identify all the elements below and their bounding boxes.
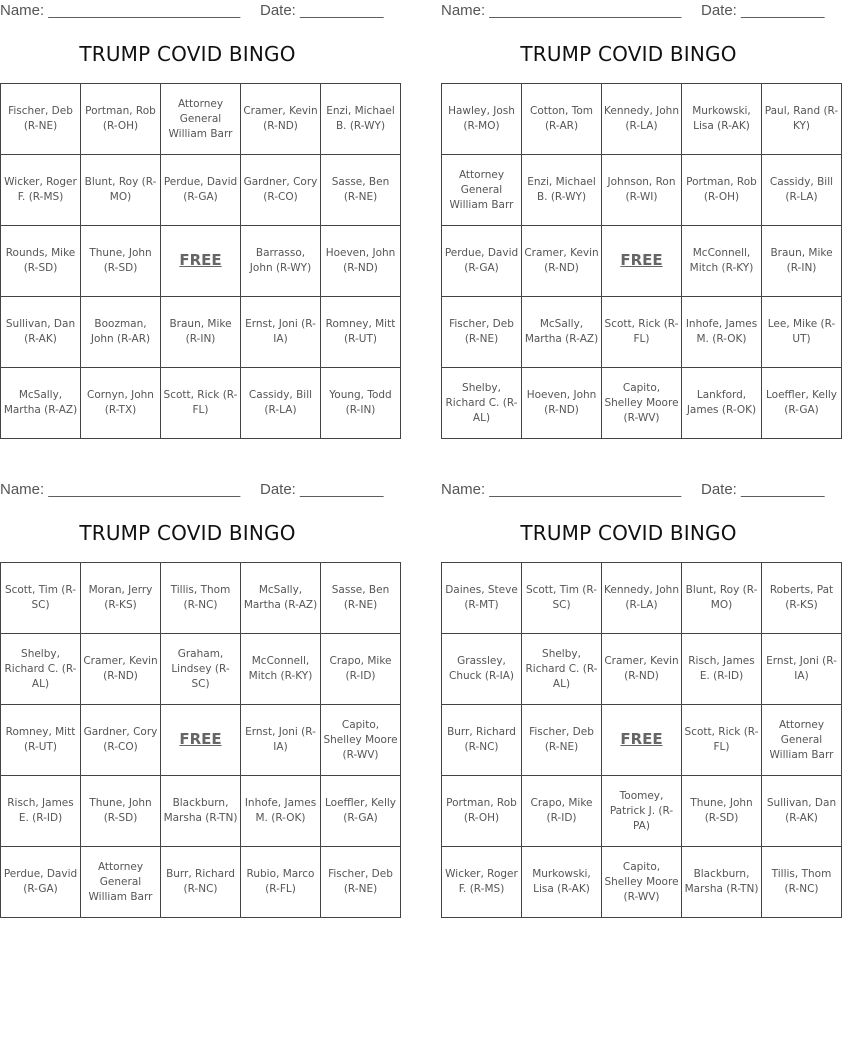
name-field: Name: _______________________	[441, 481, 682, 498]
bingo-cell	[1, 847, 81, 918]
cell-text: McSally, Martha (R-AZ)	[524, 318, 599, 345]
cell-text: Sasse, Ben (R-NE)	[331, 176, 390, 203]
card-title: TRUMP COVID BINGO	[520, 42, 737, 66]
cell-text: Perdue, David (R-GA)	[163, 176, 238, 203]
bingo-cell	[602, 155, 682, 226]
cell-text: Cramer, Kevin (R-ND)	[524, 247, 599, 274]
cell-text: Attorney General William Barr	[769, 718, 834, 761]
bingo-cell	[682, 776, 762, 847]
bingo-cell	[602, 563, 682, 634]
bingo-cell	[161, 368, 241, 439]
cell-text: Shelby, Richard C. (R-AL)	[4, 647, 77, 690]
bingo-cell	[522, 226, 602, 297]
bingo-cell	[442, 705, 522, 776]
bingo-row	[442, 634, 842, 705]
date-field: Date: __________	[701, 481, 825, 498]
bingo-cell	[602, 368, 682, 439]
bingo-card	[441, 0, 839, 440]
bingo-cell	[241, 563, 321, 634]
cell-text: Ernst, Joni (R-IA)	[245, 726, 316, 753]
cell-text: Fischer, Deb (R-NE)	[529, 726, 594, 753]
bingo-cell	[241, 368, 321, 439]
free-cell	[602, 705, 682, 776]
cell-text: Attorney General William Barr	[449, 168, 514, 211]
bingo-row	[1, 705, 401, 776]
cell-text: Sullivan, Dan (R-AK)	[766, 797, 837, 824]
bingo-row	[442, 84, 842, 155]
cell-text: Shelby, Richard C. (R-AL)	[445, 381, 518, 424]
bingo-cell	[321, 776, 401, 847]
bingo-row	[1, 84, 401, 155]
cell-text: Scott, Rick (R-FL)	[163, 389, 238, 416]
bingo-cell	[762, 368, 842, 439]
cell-text: McSally, Martha (R-AZ)	[3, 389, 78, 416]
cell-text: Boozman, John (R-AR)	[90, 318, 151, 345]
bingo-row	[1, 563, 401, 634]
card-header	[0, 479, 384, 501]
bingo-cell	[241, 297, 321, 368]
bingo-cell	[321, 847, 401, 918]
bingo-cell	[602, 634, 682, 705]
cell-text: Crapo, Mike (R-ID)	[329, 655, 392, 682]
bingo-row	[1, 297, 401, 368]
bingo-cell	[442, 847, 522, 918]
bingo-row	[442, 776, 842, 847]
cell-text: Scott, Rick (R-FL)	[684, 726, 759, 753]
bingo-cell	[321, 226, 401, 297]
cell-text: Gardner, Cory (R-CO)	[243, 176, 318, 203]
name-field: Name: _______________________	[441, 2, 682, 19]
bingo-cell	[321, 705, 401, 776]
date-field: Date: __________	[701, 2, 825, 19]
bingo-row	[442, 226, 842, 297]
bingo-cell	[762, 634, 842, 705]
cell-text: Fischer, Deb (R-NE)	[328, 868, 393, 895]
bingo-cell	[241, 226, 321, 297]
card-title: TRUMP COVID BINGO	[79, 521, 296, 545]
bingo-cell	[81, 847, 161, 918]
cell-text: Blunt, Roy (R-MO)	[84, 176, 157, 203]
bingo-cell	[321, 84, 401, 155]
bingo-cell	[81, 634, 161, 705]
bingo-cell	[682, 705, 762, 776]
bingo-cell	[241, 155, 321, 226]
cell-text: Perdue, David (R-GA)	[3, 868, 78, 895]
cell-text: Cramer, Kevin (R-ND)	[243, 105, 318, 132]
bingo-cell	[602, 297, 682, 368]
cell-text: Portman, Rob (R-OH)	[446, 797, 517, 824]
cell-text: FREE	[620, 729, 663, 748]
cell-text: Ernst, Joni (R-IA)	[766, 655, 837, 682]
cell-text: Grassley, Chuck (R-IA)	[449, 655, 514, 682]
bingo-cell	[602, 84, 682, 155]
bingo-cell	[241, 84, 321, 155]
bingo-row	[442, 705, 842, 776]
cell-text: Romney, Mitt (R-UT)	[325, 318, 396, 345]
bingo-cell	[241, 847, 321, 918]
cell-text: Shelby, Richard C. (R-AL)	[525, 647, 598, 690]
bingo-row	[442, 368, 842, 439]
bingo-cell	[81, 226, 161, 297]
bingo-cell	[1, 155, 81, 226]
cell-text: Daines, Steve (R-MT)	[445, 584, 518, 611]
cell-text: FREE	[620, 250, 663, 269]
bingo-cell	[522, 368, 602, 439]
bingo-cell	[762, 705, 842, 776]
bingo-cell	[522, 847, 602, 918]
bingo-cell	[682, 84, 762, 155]
cell-text: Blackburn, Marsha (R-TN)	[684, 868, 759, 895]
cell-text: Enzi, Michael B. (R-WY)	[326, 105, 395, 132]
bingo-cell	[522, 634, 602, 705]
cell-text: Romney, Mitt (R-UT)	[5, 726, 76, 753]
bingo-cell	[682, 368, 762, 439]
bingo-cell	[522, 563, 602, 634]
date-field: Date: __________	[260, 481, 384, 498]
bingo-cell	[442, 563, 522, 634]
bingo-grid	[441, 562, 842, 918]
cell-text: Blackburn, Marsha (R-TN)	[163, 797, 238, 824]
bingo-cell	[442, 155, 522, 226]
bingo-cell	[442, 84, 522, 155]
bingo-cell	[522, 776, 602, 847]
cell-text: Tillis, Thom (R-NC)	[170, 584, 231, 611]
bingo-cell	[81, 776, 161, 847]
bingo-cell	[81, 155, 161, 226]
free-cell	[602, 226, 682, 297]
bingo-cell	[161, 563, 241, 634]
cell-text: Barrasso, John (R-WY)	[249, 247, 312, 274]
cell-text: Burr, Richard (R-NC)	[166, 868, 235, 895]
cell-text: McConnell, Mitch (R-KY)	[248, 655, 313, 682]
name-field: Name: _______________________	[0, 481, 241, 498]
cell-text: Cornyn, John (R-TX)	[87, 389, 154, 416]
cell-text: Cassidy, Bill (R-LA)	[248, 389, 313, 416]
bingo-grid	[0, 562, 401, 918]
cell-text: Risch, James E. (R-ID)	[7, 797, 74, 824]
cell-text: Attorney General William Barr	[168, 97, 233, 140]
cell-text: Wicker, Roger F. (R-MS)	[4, 176, 77, 203]
cell-text: Tillis, Thom (R-NC)	[771, 868, 832, 895]
bingo-cell	[161, 847, 241, 918]
cell-text: Roberts, Pat (R-KS)	[769, 584, 834, 611]
bingo-cell	[321, 634, 401, 705]
cell-text: Wicker, Roger F. (R-MS)	[445, 868, 518, 895]
bingo-cell	[442, 634, 522, 705]
bingo-cell	[762, 226, 842, 297]
cell-text: Thune, John (R-SD)	[690, 797, 753, 824]
bingo-cell	[602, 776, 682, 847]
bingo-cell	[442, 297, 522, 368]
bingo-cell	[161, 776, 241, 847]
cell-text: McSally, Martha (R-AZ)	[243, 584, 318, 611]
cell-text: Lankford, James (R-OK)	[686, 389, 757, 416]
cell-text: Blunt, Roy (R-MO)	[685, 584, 758, 611]
cell-text: Lee, Mike (R-UT)	[767, 318, 836, 345]
cell-text: Fischer, Deb (R-NE)	[8, 105, 73, 132]
card-header	[441, 0, 825, 22]
bingo-cell	[442, 776, 522, 847]
bingo-grid	[441, 83, 842, 439]
bingo-cell	[241, 705, 321, 776]
cell-text: Crapo, Mike (R-ID)	[530, 797, 593, 824]
cell-text: Ernst, Joni (R-IA)	[245, 318, 316, 345]
cell-text: Johnson, Ron (R-WI)	[607, 176, 676, 203]
bingo-card	[0, 479, 398, 919]
bingo-cell	[81, 705, 161, 776]
bingo-cell	[81, 368, 161, 439]
bingo-cell	[81, 563, 161, 634]
cell-text: Scott, Tim (R-SC)	[4, 584, 77, 611]
bingo-cell	[161, 155, 241, 226]
cell-text: Rubio, Marco (R-FL)	[246, 868, 315, 895]
cell-text: Perdue, David (R-GA)	[444, 247, 519, 274]
bingo-row	[442, 297, 842, 368]
cell-text: Hoeven, John (R-ND)	[325, 247, 396, 274]
cell-text: FREE	[179, 250, 222, 269]
free-cell	[161, 226, 241, 297]
bingo-row	[1, 226, 401, 297]
cell-text: Portman, Rob (R-OH)	[686, 176, 757, 203]
bingo-card	[0, 0, 396, 440]
bingo-cell	[762, 776, 842, 847]
cell-text: Scott, Tim (R-SC)	[525, 584, 598, 611]
bingo-cell	[762, 847, 842, 918]
cell-text: McConnell, Mitch (R-KY)	[689, 247, 754, 274]
bingo-cell	[682, 297, 762, 368]
card-header	[441, 479, 825, 501]
cell-text: Graham, Lindsey (R-SC)	[171, 647, 230, 690]
cell-text: Cramer, Kevin (R-ND)	[83, 655, 158, 682]
name-field: Name: _______________________	[0, 2, 241, 19]
cell-text: Paul, Rand (R-KY)	[764, 105, 839, 132]
bingo-cell	[682, 634, 762, 705]
cell-text: Scott, Rick (R-FL)	[604, 318, 679, 345]
bingo-cell	[321, 563, 401, 634]
card-title: TRUMP COVID BINGO	[79, 42, 296, 66]
cell-text: Rounds, Mike (R-SD)	[5, 247, 76, 274]
cell-text: FREE	[179, 729, 222, 748]
cell-text: Enzi, Michael B. (R-WY)	[527, 176, 596, 203]
cell-text: Murkowski, Lisa (R-AK)	[692, 105, 751, 132]
cell-text: Burr, Richard (R-NC)	[447, 726, 516, 753]
bingo-cell	[522, 297, 602, 368]
bingo-cell	[241, 776, 321, 847]
cell-text: Capito, Shelley Moore (R-WV)	[323, 718, 398, 761]
bingo-row	[442, 847, 842, 918]
bingo-cell	[762, 297, 842, 368]
bingo-cell	[241, 634, 321, 705]
bingo-row	[1, 368, 401, 439]
bingo-cell	[682, 847, 762, 918]
cell-text: Inhofe, James M. (R-OK)	[244, 797, 317, 824]
cell-text: Sullivan, Dan (R-AK)	[5, 318, 76, 345]
cell-text: Attorney General William Barr	[88, 860, 153, 903]
bingo-cell	[321, 155, 401, 226]
bingo-cell	[522, 84, 602, 155]
cell-text: Thune, John (R-SD)	[89, 797, 152, 824]
bingo-row	[1, 634, 401, 705]
cell-text: Capito, Shelley Moore (R-WV)	[604, 860, 679, 903]
cell-text: Kennedy, John (R-LA)	[604, 105, 679, 132]
bingo-cell	[161, 84, 241, 155]
cell-text: Capito, Shelley Moore (R-WV)	[604, 381, 679, 424]
cell-text: Cramer, Kevin (R-ND)	[604, 655, 679, 682]
bingo-cell	[442, 368, 522, 439]
bingo-row	[1, 847, 401, 918]
bingo-grid	[0, 83, 401, 439]
cell-text: Gardner, Cory (R-CO)	[83, 726, 158, 753]
cell-text: Braun, Mike (R-IN)	[770, 247, 833, 274]
cell-text: Kennedy, John (R-LA)	[604, 584, 679, 611]
bingo-cell	[602, 847, 682, 918]
cell-text: Cotton, Tom (R-AR)	[529, 105, 594, 132]
bingo-cell	[81, 297, 161, 368]
bingo-cell	[762, 563, 842, 634]
bingo-cell	[682, 155, 762, 226]
cell-text: Loeffler, Kelly (R-GA)	[324, 797, 397, 824]
cell-text: Portman, Rob (R-OH)	[85, 105, 156, 132]
bingo-cell	[682, 226, 762, 297]
card-title: TRUMP COVID BINGO	[520, 521, 737, 545]
cell-text: Loeffler, Kelly (R-GA)	[765, 389, 838, 416]
cell-text: Hoeven, John (R-ND)	[526, 389, 597, 416]
bingo-cell	[762, 84, 842, 155]
cell-text: Fischer, Deb (R-NE)	[449, 318, 514, 345]
cell-text: Sasse, Ben (R-NE)	[331, 584, 390, 611]
bingo-cell	[522, 155, 602, 226]
bingo-cell	[522, 705, 602, 776]
bingo-cell	[81, 84, 161, 155]
cell-text: Thune, John (R-SD)	[89, 247, 152, 274]
bingo-cell	[161, 634, 241, 705]
cell-text: Cassidy, Bill (R-LA)	[769, 176, 834, 203]
cell-text: Toomey, Patrick J. (R-PA)	[609, 789, 674, 832]
bingo-card	[441, 479, 837, 919]
cell-text: Young, Todd (R-IN)	[329, 389, 392, 416]
bingo-cell	[1, 84, 81, 155]
bingo-row	[442, 155, 842, 226]
card-header	[0, 0, 384, 22]
cell-text: Braun, Mike (R-IN)	[169, 318, 232, 345]
bingo-cell	[1, 705, 81, 776]
cell-text: Inhofe, James M. (R-OK)	[685, 318, 758, 345]
bingo-cell	[1, 368, 81, 439]
free-cell	[161, 705, 241, 776]
cell-text: Murkowski, Lisa (R-AK)	[532, 868, 591, 895]
bingo-cell	[1, 634, 81, 705]
bingo-cell	[762, 155, 842, 226]
bingo-row	[442, 563, 842, 634]
bingo-cell	[1, 776, 81, 847]
bingo-cell	[321, 297, 401, 368]
bingo-cell	[321, 368, 401, 439]
bingo-row	[1, 776, 401, 847]
cell-text: Risch, James E. (R-ID)	[688, 655, 755, 682]
bingo-row	[1, 155, 401, 226]
bingo-cell	[1, 226, 81, 297]
cell-text: Hawley, Josh (R-MO)	[448, 105, 515, 132]
bingo-cell	[161, 297, 241, 368]
bingo-cell	[1, 563, 81, 634]
bingo-cell	[442, 226, 522, 297]
date-field: Date: __________	[260, 2, 384, 19]
bingo-cell	[682, 563, 762, 634]
cell-text: Moran, Jerry (R-KS)	[88, 584, 153, 611]
bingo-cell	[1, 297, 81, 368]
